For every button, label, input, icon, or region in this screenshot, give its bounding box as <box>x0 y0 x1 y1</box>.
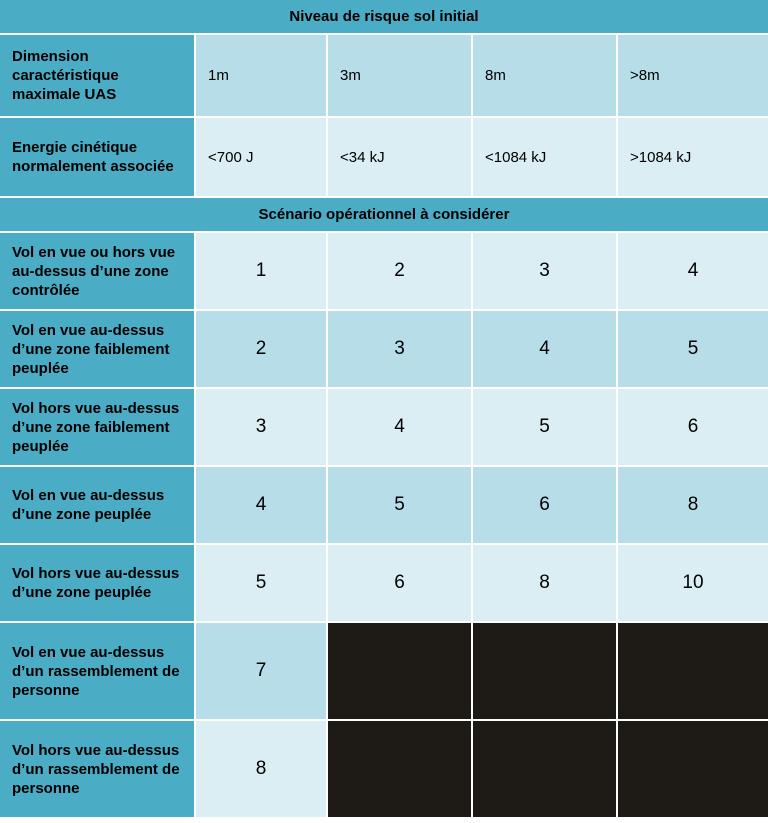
scenario-label-text: Vol hors vue au-dessus d’une zone faiblement peuplée <box>12 399 180 455</box>
risk-value-cell: 3 <box>196 389 326 465</box>
risk-value-cell: 8 <box>618 467 768 543</box>
risk-value-cell: 4 <box>196 467 326 543</box>
scenario-label <box>0 721 194 817</box>
risk-value-cell: 2 <box>196 311 326 387</box>
header-row-value: 8m <box>473 35 616 116</box>
header-row-value: 1m <box>196 35 326 116</box>
header-row-label <box>0 118 194 196</box>
risk-value-cell: 8 <box>473 545 616 621</box>
risk-value-cell: 3 <box>328 311 471 387</box>
risk-value-cell: 5 <box>328 467 471 543</box>
risk-value-cell: 7 <box>196 623 326 719</box>
risk-value-cell: 5 <box>618 311 768 387</box>
risk-value-cell: 4 <box>618 233 768 309</box>
risk-value-cell: 6 <box>328 545 471 621</box>
scenario-label <box>0 233 194 309</box>
header-row-value: 3m <box>328 35 471 116</box>
scenario-label <box>0 311 194 387</box>
scenario-label <box>0 389 194 465</box>
risk-value-cell: 4 <box>473 311 616 387</box>
header-row-label-text: Dimension caractéristique maximale UAS <box>12 48 119 103</box>
risk-value-cell: 5 <box>196 545 326 621</box>
not-applicable-cell <box>618 721 768 817</box>
scenario-label <box>0 467 194 543</box>
header-row-value: >1084 kJ <box>618 118 768 196</box>
risk-value-cell: 2 <box>328 233 471 309</box>
header-row-value: <700 J <box>196 118 326 196</box>
risk-value-cell: 6 <box>473 467 616 543</box>
risk-value-cell: 10 <box>618 545 768 621</box>
scenario-label-text: Vol en vue au-dessus d’une zone faiblement peuplée <box>12 321 170 377</box>
header-row-value: <34 kJ <box>328 118 471 196</box>
table-title: Niveau de risque sol initial <box>0 0 768 33</box>
not-applicable-cell <box>473 721 616 817</box>
risk-value-cell: 6 <box>618 389 768 465</box>
risk-value-cell: 8 <box>196 721 326 817</box>
header-row-label <box>0 35 194 116</box>
scenario-label-text: Vol en vue au-dessus d’un rassemblement de personne <box>12 643 180 699</box>
header-row-value: >8m <box>618 35 768 116</box>
risk-value-cell: 5 <box>473 389 616 465</box>
header-row-label-text: Energie cinétique normalement associée <box>12 139 174 175</box>
scenario-label <box>0 623 194 719</box>
scenario-label-text: Vol hors vue au-dessus d’un rassemblement de personne <box>12 741 180 797</box>
scenario-label-text: Vol en vue ou hors vue au-dessus d’une zone contrôlée <box>12 243 176 299</box>
scenario-label <box>0 545 194 621</box>
scenario-label-text: Vol hors vue au-dessus d’une zone peuplée <box>12 565 180 601</box>
header-row-value: <1084 kJ <box>473 118 616 196</box>
scenario-label-text: Vol en vue au-dessus d’une zone peuplée <box>12 487 165 523</box>
not-applicable-cell <box>473 623 616 719</box>
not-applicable-cell <box>328 623 471 719</box>
section-title: Scénario opérationnel à considérer <box>0 198 768 231</box>
risk-value-cell: 3 <box>473 233 616 309</box>
not-applicable-cell <box>328 721 471 817</box>
risk-value-cell: 4 <box>328 389 471 465</box>
not-applicable-cell <box>618 623 768 719</box>
risk-value-cell: 1 <box>196 233 326 309</box>
